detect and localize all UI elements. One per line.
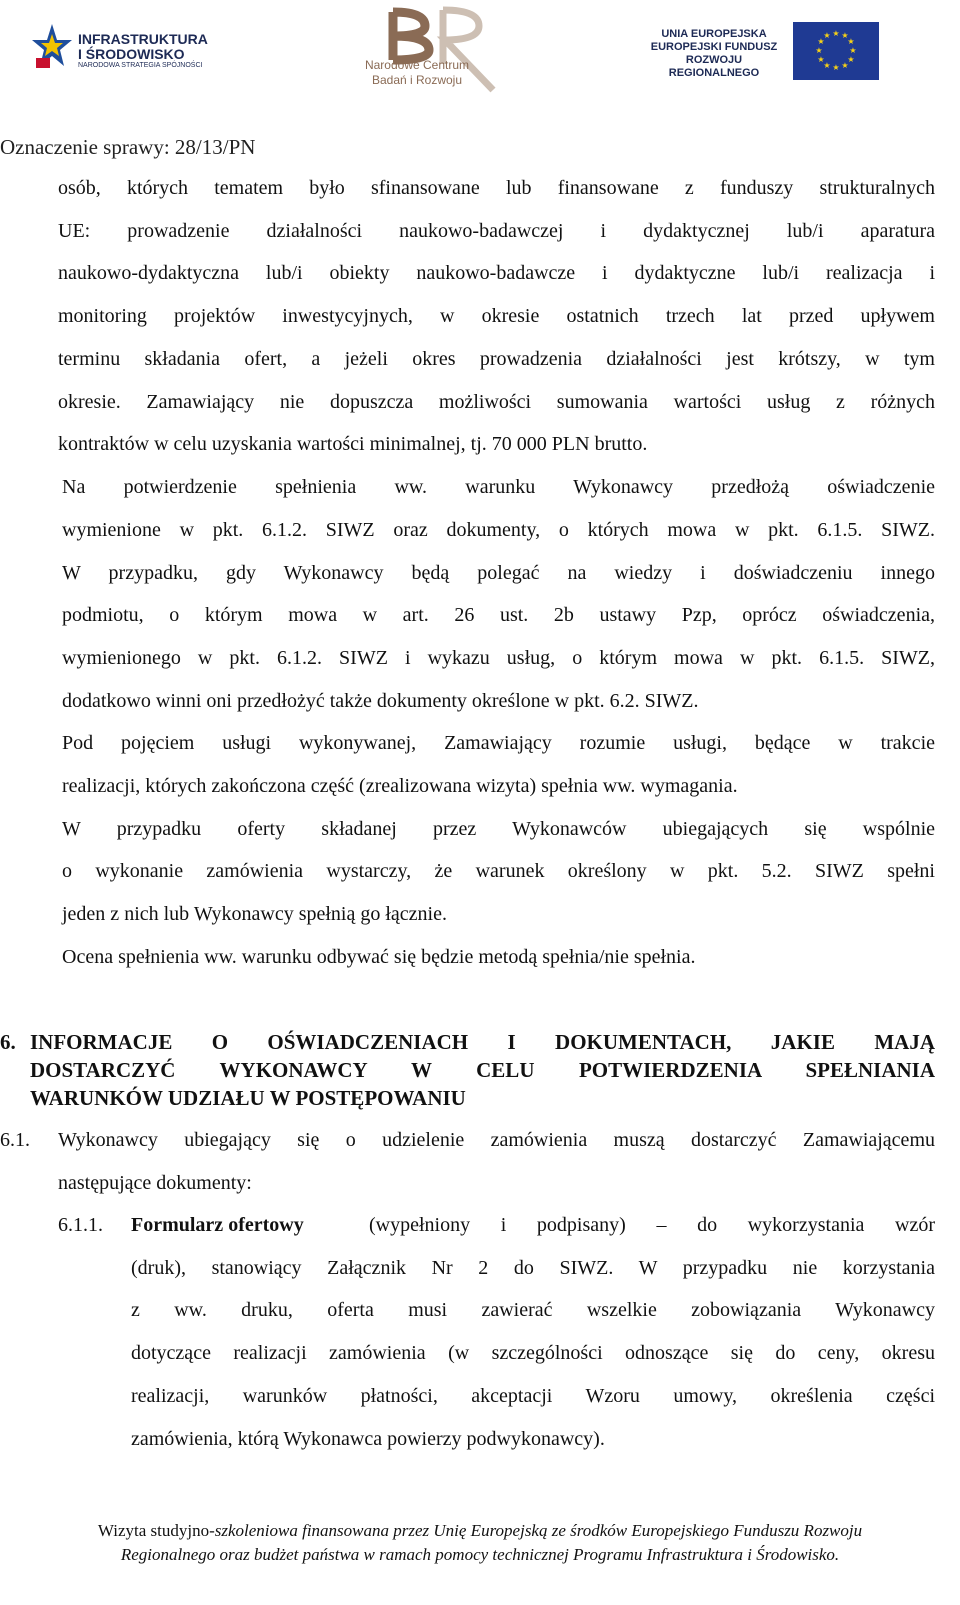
paragraph-line: o wykonanie zamówienia wystarczy, że warunek określony w pkt. 5.2. SIWZ spełni xyxy=(62,860,935,882)
section-heading-line: DOSTARCZYĆ WYKONAWCY W CELU POTWIERDZENIA SPEŁNIANIA xyxy=(30,1058,935,1082)
paragraph-line: W przypadku, gdy Wykonawcy będą polegać na wiedzy i doświadczeniu innego xyxy=(62,562,935,584)
subitem-line: z ww. druku, oferta musi zawierać wszelkie zobowiązania Wykonawcy xyxy=(131,1299,935,1321)
paragraph-line: osób, których tematem było sfinansowane lub finansowane z funduszy strukturalnych xyxy=(58,177,935,199)
paragraph-line: monitoring projektów inwestycyjnych, w okresie ostatnich trzech lat przed upływem xyxy=(58,305,935,327)
logo-infrastruktura-i-srodowisko xyxy=(30,18,230,78)
paragraph-line: wymienione w pkt. 6.1.2. SIWZ oraz dokumenty, o których mowa w pkt. 6.1.5. SIWZ. xyxy=(62,519,935,541)
paragraph-line: UE: prowadzenie działalności naukowo-badawczej i dydaktycznej lub/i aparatura xyxy=(58,220,935,242)
case-reference: Oznaczenie sprawy: 28/13/PN xyxy=(0,135,256,159)
paragraph-line: podmiotu, o którym mowa w art. 26 ust. 2b ustawy Pzp, oprócz oświadczenia, xyxy=(62,604,935,626)
paragraph-line: Na potwierdzenie spełnienia ww. warunku Wykonawcy przedłożą oświadczenie xyxy=(62,476,935,498)
subitem-line: realizacji, warunków płatności, akceptacji Wzoru umowy, określenia części xyxy=(131,1385,935,1407)
svg-text:★: ★ xyxy=(832,29,840,38)
svg-text:★: ★ xyxy=(817,55,825,64)
footer-line1-italic: szkoleniowa finansowana przez Unię Europejską ze środków Europejskiego Funduszu Rozwoju xyxy=(214,1521,863,1540)
paragraph-line: realizacji, których zakończona część (zrealizowana wizyta) spełnia ww. wymagania. xyxy=(62,775,738,797)
logo-center-line2: Badań i Rozwoju xyxy=(371,73,463,87)
svg-text:★: ★ xyxy=(849,46,857,55)
section-heading-line: INFORMACJE O OŚWIADCZENIACH I DOKUMENTACH, JAKIE MAJĄ xyxy=(30,1030,935,1054)
item-line: Wykonawcy ubiegający się o udzielenie zamówienia muszą dostarczyć Zamawiającemu xyxy=(58,1129,935,1151)
logo-right-line2: EUROPEJSKI FUNDUSZ xyxy=(650,41,778,53)
paragraph-line: dodatkowo winni oni przedłożyć także dokumenty określone w pkt. 6.2. SIWZ. xyxy=(62,690,699,712)
logo-unia-europejska xyxy=(640,22,880,82)
item-line: następujące dokumenty: xyxy=(58,1172,252,1194)
logo-right-line1: UNIA EUROPEJSKA xyxy=(661,28,767,40)
svg-text:★: ★ xyxy=(815,46,823,55)
svg-text:★: ★ xyxy=(823,61,831,70)
paragraph-line: wymienionego w pkt. 6.1.2. SIWZ i wykazu usług, o którym mowa w pkt. 6.1.5. SIWZ, xyxy=(62,647,935,669)
paragraph-line: terminu składania ofert, a jeżeli okres prowadzenia działalności jest krótszy, w tym xyxy=(58,348,935,370)
svg-text:★: ★ xyxy=(823,31,831,40)
logo-right-line3: ROZWOJU REGIONALNEGO xyxy=(668,54,760,79)
paragraph-line: naukowo-dydaktyczna lub/i obiekty naukowo-badawcze i dydaktyczne lub/i realizacja i xyxy=(58,262,935,284)
footer-line2: Regionalnego oraz budżet państwa w ramach pomocy technicznej Programu Infrastruktura i Środowisko. xyxy=(120,1545,840,1564)
section-heading-line: WARUNKÓW UDZIAŁU W POSTĘPOWANIU xyxy=(30,1086,466,1110)
item-number: 6.1. xyxy=(0,1129,30,1151)
subitem-number: 6.1.1. xyxy=(58,1214,103,1236)
section-number: 6. xyxy=(0,1030,16,1054)
paragraph-line: Ocena spełnienia ww. warunku odbywać się będzie metodą spełnia/nie spełnia. xyxy=(62,946,696,968)
logo-left-tagline: NARODOWA STRATEGIA SPÓJNOŚCI xyxy=(78,62,203,69)
paragraph-line: kontraktów w celu uzyskania wartości minimalnej, tj. 70 000 PLN brutto. xyxy=(58,433,648,455)
paragraph-line: jeden z nich lub Wykonawcy spełnią go łącznie. xyxy=(62,903,447,925)
eu-flag-icon xyxy=(793,22,879,80)
logo-ncbr xyxy=(355,4,525,96)
paragraph-line: okresie. Zamawiający nie dopuszcza możliwości sumowania wartości usług z różnych xyxy=(58,391,935,413)
logo-left-line1: INFRASTRUKTURA xyxy=(78,31,208,47)
paragraph-line: W przypadku oferty składanej przez Wykonawców ubiegających się wspólnie xyxy=(62,818,935,840)
logo-left-line2: I ŚRODOWISKO xyxy=(78,46,185,62)
svg-text:★: ★ xyxy=(847,37,855,46)
svg-text:★: ★ xyxy=(817,37,825,46)
page-footer xyxy=(0,1519,960,1567)
subitem-line: (druk), stanowiący Załącznik Nr 2 do SIWZ. W przypadku nie korzystania xyxy=(131,1257,935,1279)
svg-text:★: ★ xyxy=(841,31,849,40)
subitem-line: dotyczące realizacji zamówienia (w szczególności odnoszące się do ceny, okresu xyxy=(131,1342,935,1364)
subitem-line: zamówienia, którą Wykonawca powierzy podwykonawcy). xyxy=(131,1428,605,1450)
subitem-line: (wypełniony i podpisany) – do wykorzystania wzór xyxy=(369,1214,935,1236)
footer-line1-regular: Wizyta studyjno- xyxy=(97,1521,215,1540)
svg-text:★: ★ xyxy=(847,55,855,64)
subitem-bold-lead: Formularz ofertowy xyxy=(131,1214,304,1236)
svg-text:★: ★ xyxy=(841,61,849,70)
paragraph-line: Pod pojęciem usługi wykonywanej, Zamawiający rozumie usługi, będące w trakcie xyxy=(62,732,935,754)
logo-center-line1: Narodowe Centrum xyxy=(364,58,470,72)
svg-text:★: ★ xyxy=(832,63,840,72)
stars-logo-icon xyxy=(30,22,74,74)
